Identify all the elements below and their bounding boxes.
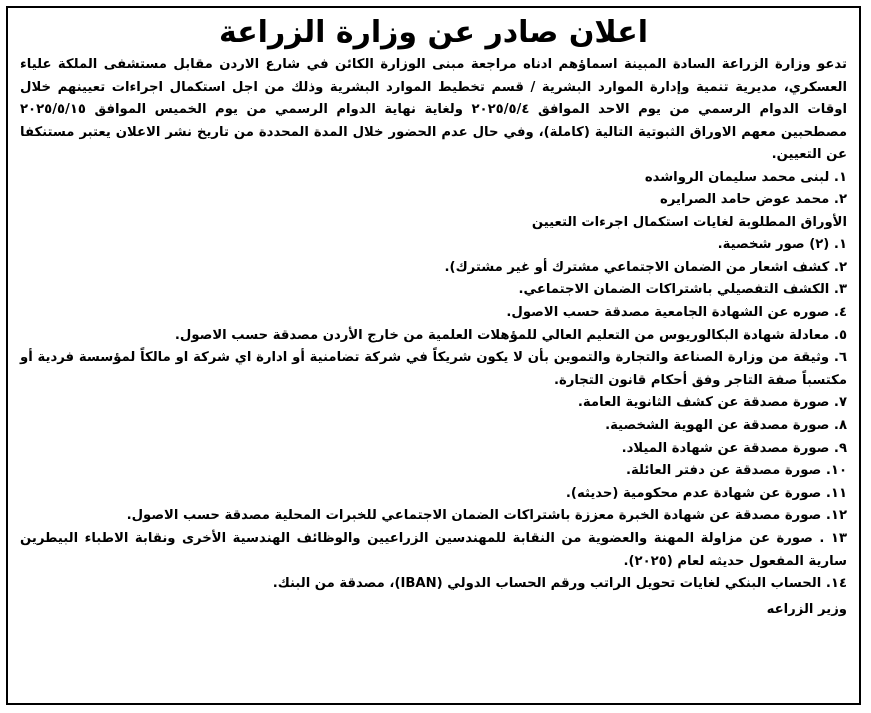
signature: وزير الزراعه [766, 601, 847, 617]
document-item: ٣. الكشف التفصيلي باشتراكات الضمان الاجتماعي. [518, 282, 847, 298]
document-item: ١١. صورة عن شهادة عدم محكومية (حديثه). [565, 485, 847, 501]
document-item: ٩. صورة مصدقة عن شهادة الميلاد. [621, 440, 847, 456]
document-item: ١٣ . صورة عن مزاولة المهنة والعضوية من النقابة للمهندسين الزراعيين والوظائف الهندسية الأخرى ونقابة الاطباء البيطرين سارية المفعول حديثه لعام (٢٠٢٥). [20, 531, 847, 569]
document-item: ١٢. صورة مصدقة عن شهادة الخبرة معززة باشتراكات الضمان الاجتماعي للخبرات المحلية مصدقة حسب الاصول. [126, 508, 847, 524]
announcement-intro: تدعو وزارة الزراعة السادة المبينة اسماؤهم ادناه مراجعة مبنى الوزارة الكائن في شارع الاردن مقابل مستشفى الملكة علياء العسكري، مديرية تنمية وإدارة الموارد البشرية / قسم تخطيط الموارد البشرية وذلك من اجل استكمال اجراءات تعيينهم خلال اوقات الدوام الرسمي من يوم الاحد الموافق ٢٠٢٥/٥/٤ ولغاية نهاية الدوام الرسمي من يوم الخميس الموافق ٢٠٢٥/٥/١٥ مصطحبين معهم الاوراق الثبوتية التالية (كاملة)، وفي حال عدم الحضور خلال المدة المحددة من تاريخ نشر الاعلان يعتبر مستنكفا عن التعيين. [20, 57, 848, 162]
document-item: ٦. وثيقة من وزارة الصناعة والتجارة والتموين بأن لا يكون شريكاً في شركة تضامنية أو ادارة اي شركة او مالكاً لمؤسسة فردية أو مكتسباً صفة التاجر وفق أحكام قانون التجارة. [20, 350, 847, 388]
name-item: ٢. محمد عوض حامد الصرايره [660, 192, 847, 208]
document-item: ٢. كشف اشعار من الضمان الاجتماعي مشترك أو غير مشترك). [444, 259, 847, 275]
document-item: ٧. صورة مصدقة عن كشف الثانوية العامة. [577, 395, 847, 411]
announcement-frame [6, 6, 861, 705]
document-item: ٨. صورة مصدقة عن الهوية الشخصية. [605, 418, 847, 434]
documents-heading: الأوراق المطلوبة لغايات استكمال اجرءات التعيين [531, 214, 847, 230]
name-item: ١. لبنى محمد سليمان الرواشده [644, 169, 847, 185]
document-item: ١. (٢) صور شخصية. [717, 237, 847, 253]
document-item: ١٠. صورة مصدقة عن دفتر العائلة. [626, 463, 847, 479]
announcement-title: اعلان صادر عن وزارة الزراعة [219, 15, 648, 50]
document-item: ١٤. الحساب البنكي لغايات تحويل الراتب ورقم الحساب الدولي (IBAN)، مصدقة من البنك. [272, 576, 847, 592]
document-item: ٥. معادلة شهادة البكالوريوس من التعليم العالي للمؤهلات العلمية من خارج الأردن مصدقة حسب الاصول. [174, 327, 847, 343]
document-item: ٤. صوره عن الشهادة الجامعية مصدقة حسب الاصول. [506, 305, 847, 321]
